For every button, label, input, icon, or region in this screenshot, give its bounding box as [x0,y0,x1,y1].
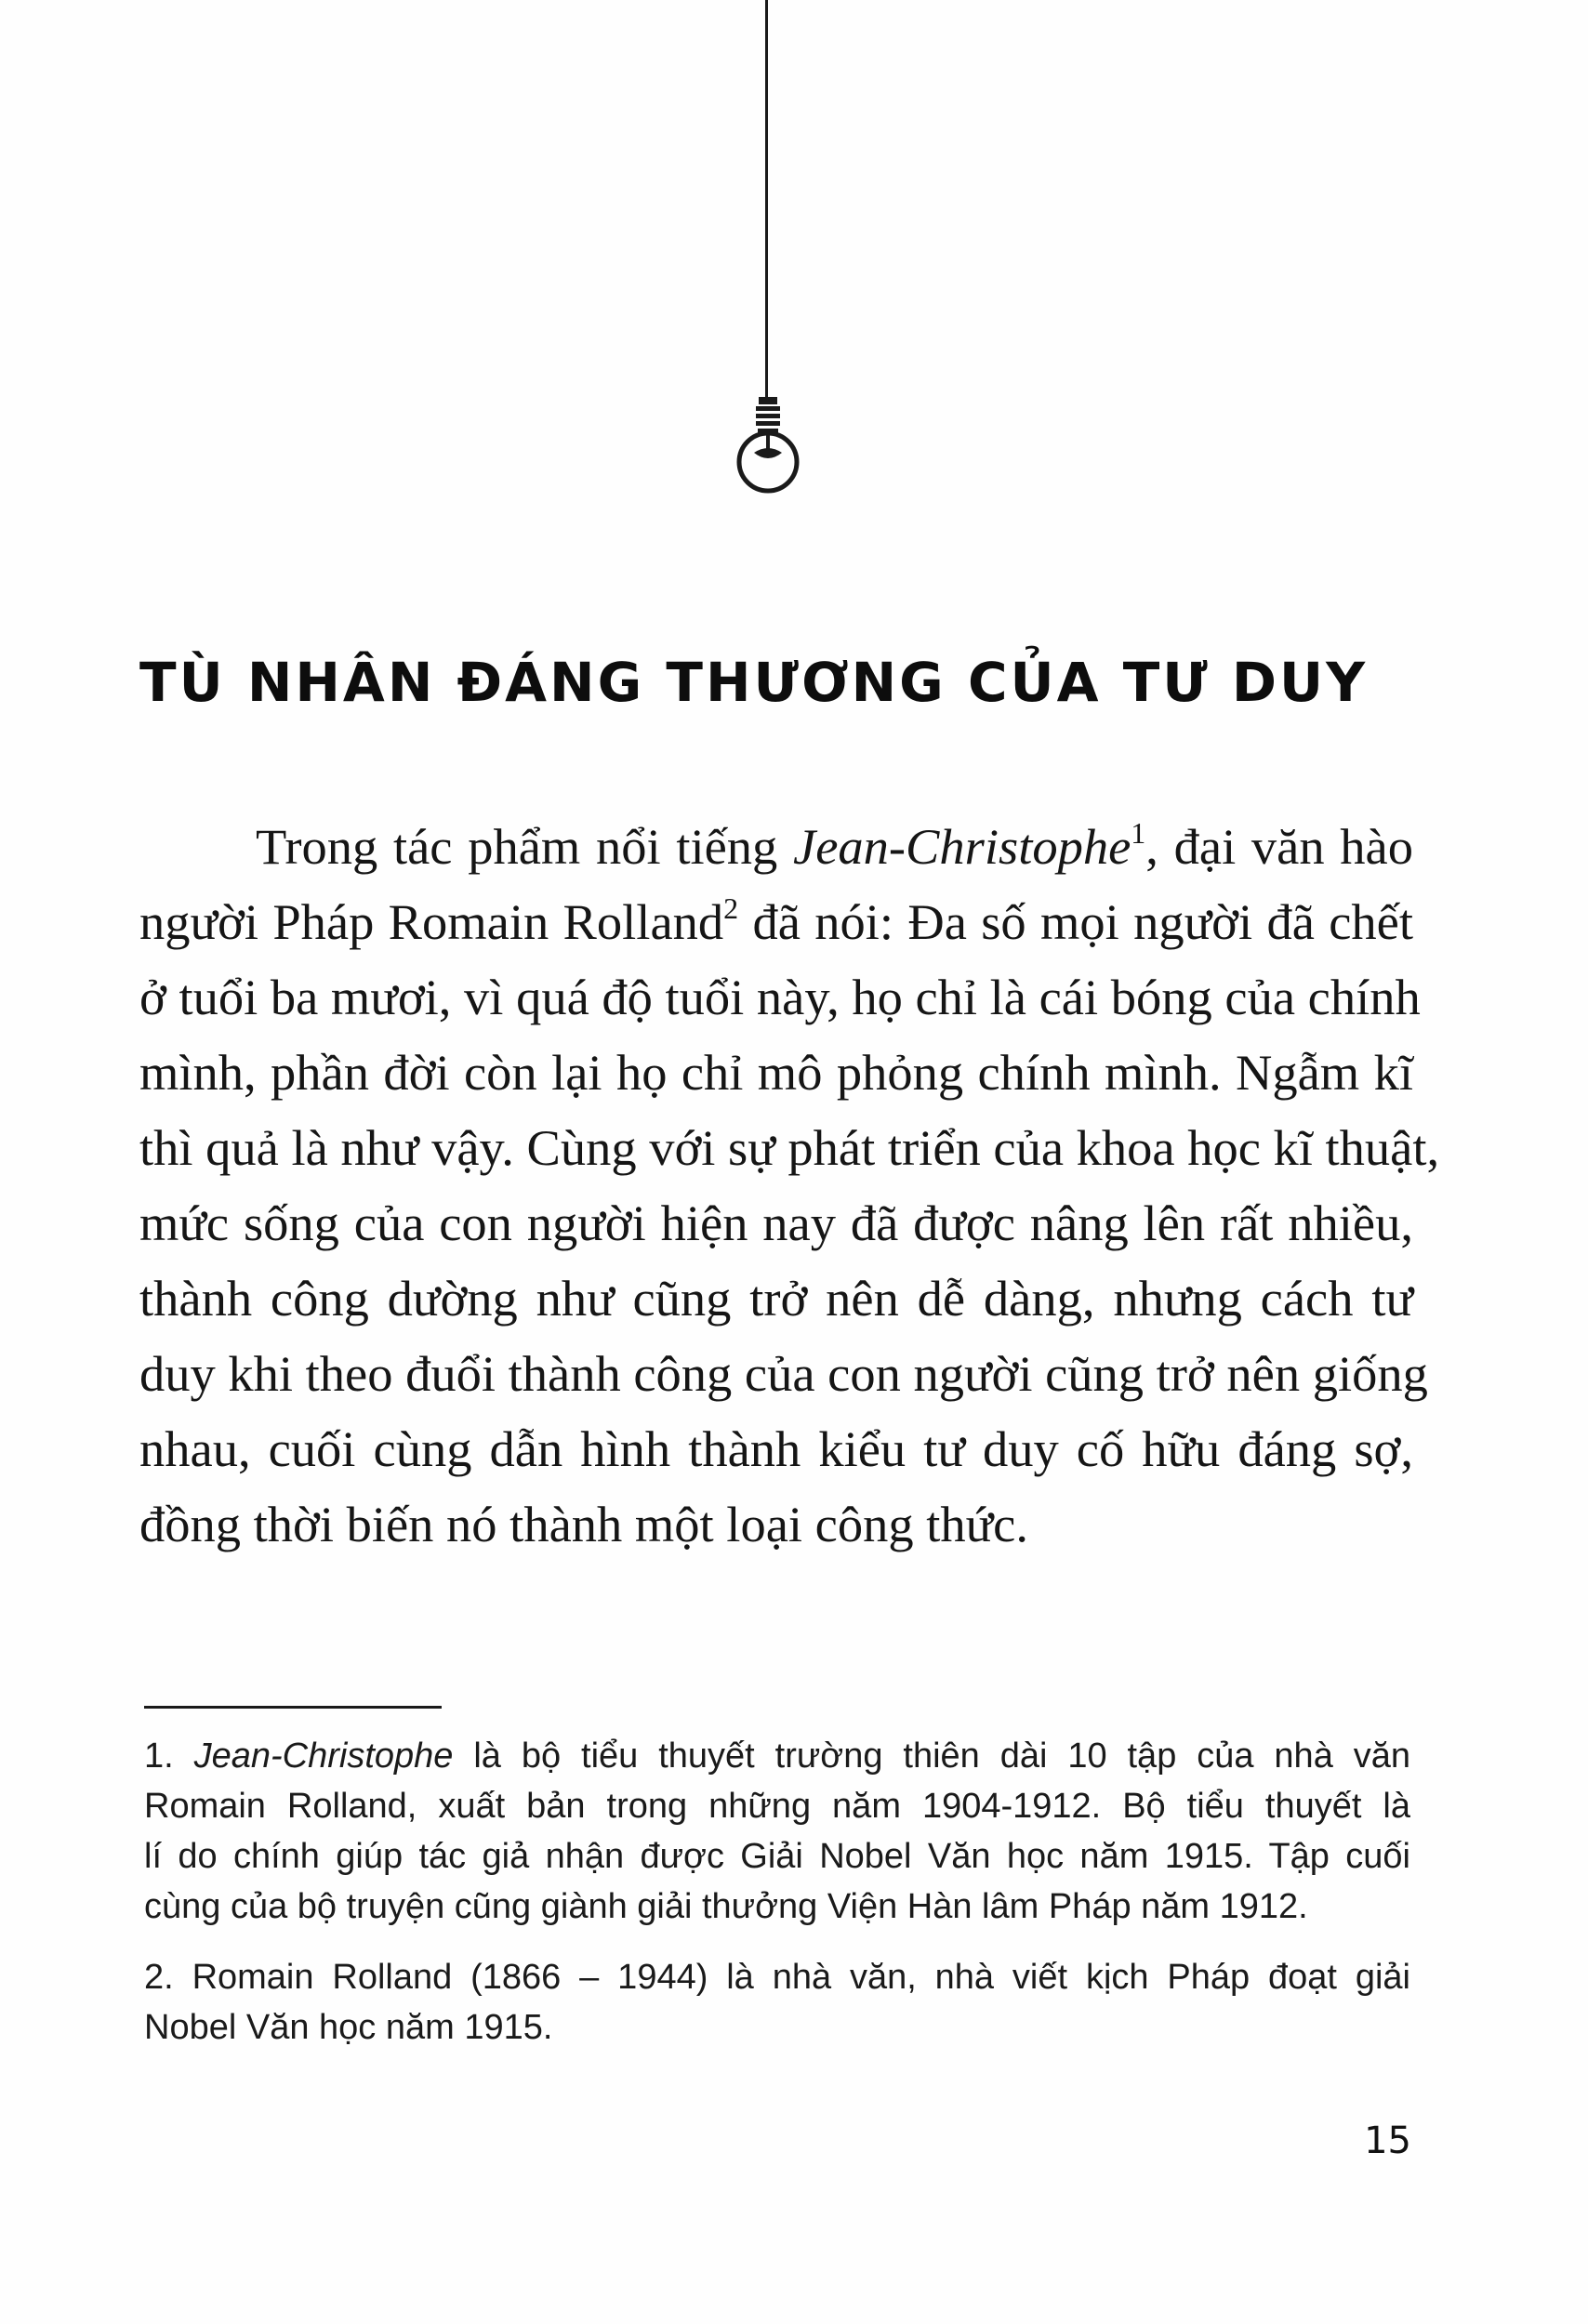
footnote-2-line: 2. Romain Rolland (1866 – 1944) là nhà văn, nhà viết kịch Pháp đoạt giải [144,1958,1410,1997]
body-text-segment: , đại văn hào [1145,818,1413,875]
footnote-1-line: cùng của bộ truyện cũng giành giải thưởng Viện Hàn lâm Pháp năm 1912. [144,1887,1308,1926]
footnote-1-line [144,1731,1410,1781]
footnotes [144,1731,1410,2053]
footnote-1-line: Romain Rolland, xuất bản trong những năm 1904-1912. Bộ tiểu thuyết là [144,1787,1410,1826]
body-line [139,884,1413,959]
body-text-segment: Trong tác phẩm nổi tiếng [256,818,794,875]
body-line [139,809,1413,884]
footnote-spacer [144,1932,1410,1952]
footnote-2-line: Nobel Văn học năm 1915. [144,2008,553,2047]
body-line: duy khi theo đuổi thành công của con người cũng trở nên giống [139,1345,1428,1402]
lightbulb-cord [765,0,768,404]
body-line: nhau, cuối cùng dẫn hình thành kiểu tư duy cố hữu đáng sợ, [139,1420,1413,1477]
footnote-text-segment: là bộ tiểu thuyết trường thiên dài 10 tập của nhà văn [453,1736,1411,1776]
footnote-divider [144,1706,442,1709]
footnote-ref-1: 1 [1131,816,1146,850]
body-line: đồng thời biến nó thành một loại công thức. [139,1496,1028,1552]
body-paragraph [139,809,1440,1562]
body-line: thì quả là như vậy. Cùng với sự phát triển của khoa học kĩ thuật, [139,1119,1440,1176]
chapter-title: TÙ NHÂN ĐÁNG THƯƠNG CỦA TƯ DUY [139,651,1369,714]
footnote-1-book-title: Jean-Christophe [193,1736,454,1776]
body-text-segment: người Pháp Romain Rolland [139,893,724,950]
body-line: mức sống của con người hiện nay đã được nâng lên rất nhiều, [139,1195,1413,1251]
book-title-italic: Jean-Christophe [793,818,1131,875]
body-line: thành công dường như cũng trở nên dễ dàng, nhưng cách tư [139,1270,1413,1327]
footnote-1-line: lí do chính giúp tác giả nhận được Giải Nobel Văn học năm 1915. Tập cuối [144,1837,1410,1876]
footnote-ref-2: 2 [723,891,739,925]
body-line: mình, phần đời còn lại họ chỉ mô phỏng chính mình. Ngẫm kĩ [139,1044,1413,1101]
hanging-lightbulb-icon [731,395,805,507]
footnote-1-number: 1. [144,1736,194,1776]
body-text-segment: đã nói: Đa số mọi người đã chết [738,893,1413,950]
body-line: ở tuổi ba mươi, vì quá độ tuổi này, họ chỉ là cái bóng của chính [139,969,1421,1025]
page-number: 15 [1364,2119,1411,2162]
